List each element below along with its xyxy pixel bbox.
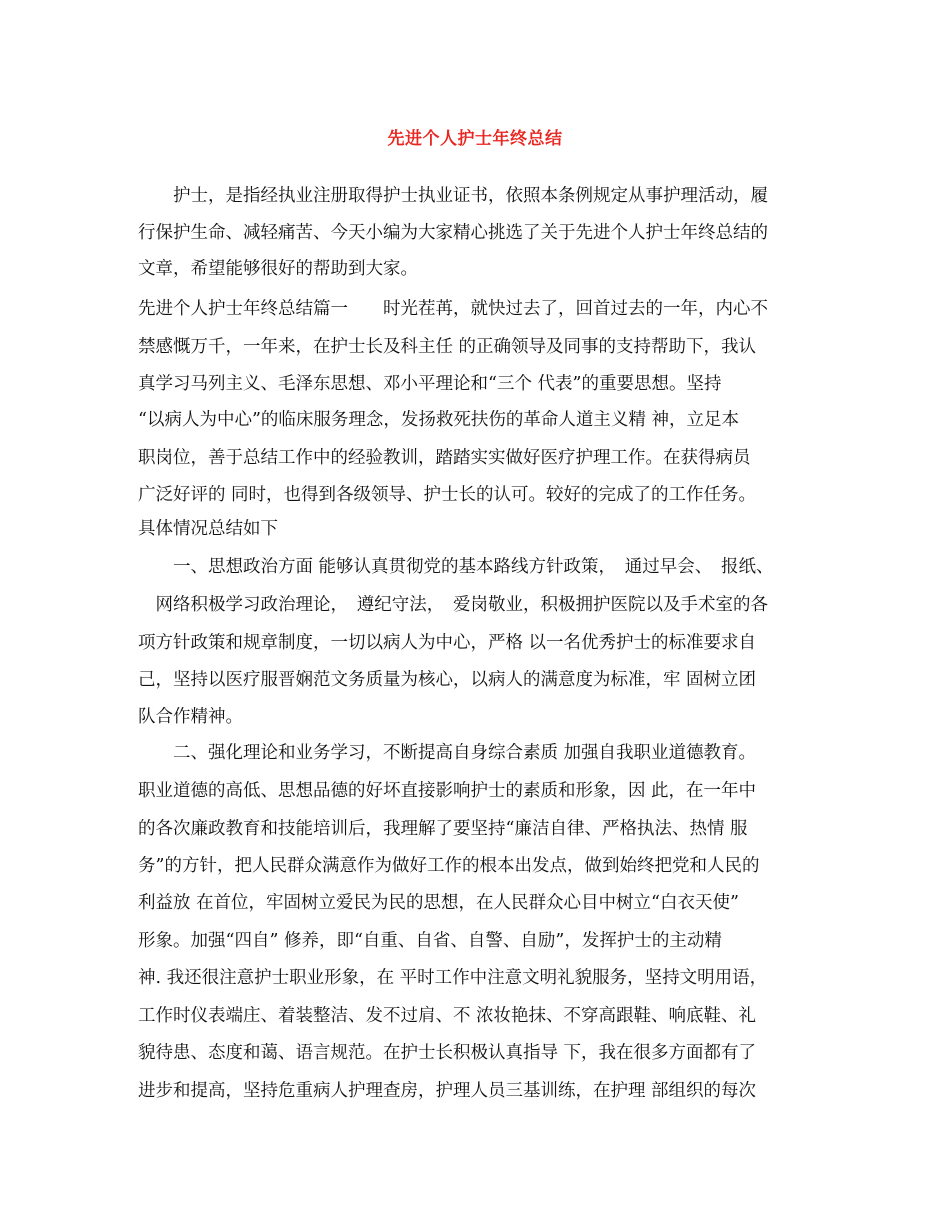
text-line: 项方针政策和规章制度，一切以病人为中心，严格 以一名优秀护士的标准要求自 [138,633,757,653]
text-line: 网络积极学习政治理论， 遵纪守法， 爱岗敬业，积极拥护医院以及手术室的各 [138,595,768,615]
text-line: 具体情况总结如下 [138,519,278,539]
text-line: 职岗位，善于总结工作中的经验教训，踏踏实实做好医疗护理工作。在获得病员 [138,448,751,468]
text-line: 貌待患、态度和蔼、语言规范。在护士长积极认真指导 下，我在很多方面都有了 [138,1043,757,1063]
text-line: 务”的方针，把人民群众满意作为做好工作的根本出发点，做到始终把党和人民的 [138,856,760,876]
text-line: 护士，是指经执业注册取得护士执业证书，依照本条例规定从事护理活动，履 [138,186,768,206]
text-line: 的各次廉政教育和技能培训后，我理解了要坚持“廉洁自律、严格执法、热情 服 [138,819,748,839]
text-line: 进步和提高，坚持危重病人护理查房，护理人员三基训练，在护理 部组织的每次 [138,1081,757,1101]
text-line: 己，坚持以医疗服晋娴范文务质量为核心，以病人的满意度为标准，牢 固树立团 [138,670,757,690]
text-line: 广泛好评的 同时，也得到各级领导、护士长的认可。较好的完成了的工作任务。 [138,485,757,505]
document-title: 先进个人护士年终总结 [387,129,563,149]
text-line: 职业道德的高低、思想品德的好坏直接影响护士的素质和形象，因 此，在一年中 [138,781,757,801]
text-line: “以病人为中心”的临床服务理念，发扬救死扶伤的革命人道主义精 神，立足本 [138,410,739,430]
text-line: 禁感慨万千，一年来，在护士长及科主任 的正确领导及同事的支持帮助下，我认 [138,337,757,357]
text-line: 一、思想政治方面 能够认真贯彻党的基本路线方针政策， 通过早会、 报纸、 [138,557,774,577]
text-line: 利益放 在首位，牢固树立爱民为民的思想，在人民群众心目中树立“白衣天使” [138,893,739,913]
text-line: 文章，希望能够很好的帮助到大家。 [138,259,418,279]
text-line: 先进个人护士年终总结篇一 时光茬苒，就快过去了，回首过去的一年，内心不 [138,299,768,319]
text-line: 工作时仪表端庄、着装整洁、发不过肩、不 浓妆艳抹、不穿高跟鞋、响底鞋、礼 [138,1006,757,1026]
text-line: 队合作精神。 [138,707,243,727]
text-line: 形象。加强“四自” 修养，即“自重、自省、自警、自励”，发挥护士的主动精 [138,931,722,951]
text-line: 神. 我还很注意护士职业形象，在 平时工作中注意文明礼貌服务，坚持文明用语， [138,968,768,988]
text-line: 行保护生命、减轻痛苦、今天小编为大家精心挑选了关于先进个人护士年终总结的 [138,223,768,243]
text-line: 二、强化理论和业务学习，不断提高自身综合素质 加强自我职业道德教育。 [138,743,757,763]
text-line: 真学习马列主义、毛泽东思想、邓小平理论和“三个 代表”的重要思想。坚持 [138,374,722,394]
